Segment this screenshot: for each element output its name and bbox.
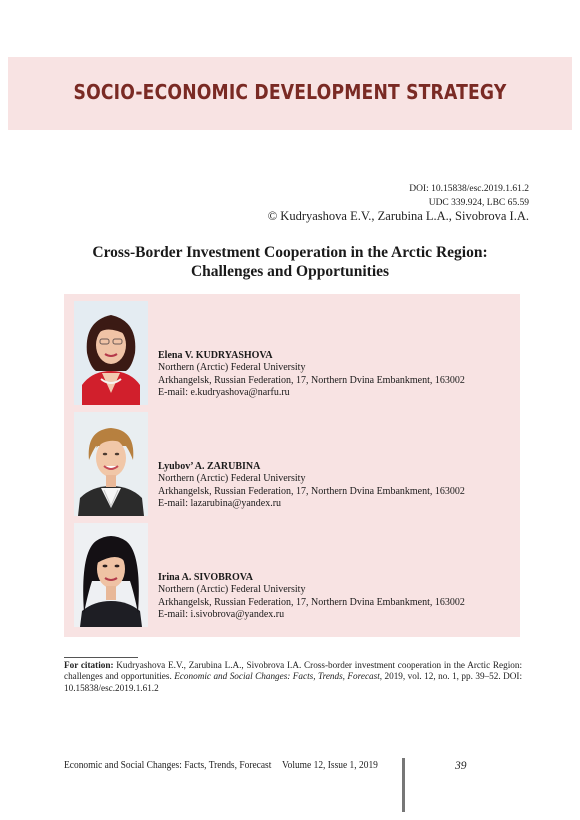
author-portrait-image <box>74 301 148 405</box>
author-email: E-mail: lazarubina@yandex.ru <box>158 498 282 510</box>
article-title-line-1: Cross-Border Investment Cooperation in the Arctic Region: <box>92 244 488 261</box>
author-address: Arkhangelsk, Russian Federation, 17, Northern Dvina Embankment, 163002 <box>158 374 465 386</box>
author-email: E-mail: i.sivobrova@yandex.ru <box>158 609 285 621</box>
author-name: Elena V. KUDRYASHOVA <box>158 350 273 361</box>
citation-footnote <box>64 660 522 694</box>
footer-divider-bar <box>402 758 405 812</box>
author-address: Arkhangelsk, Russian Federation, 17, Northern Dvina Embankment, 163002 <box>158 485 465 497</box>
author-portrait-image <box>74 412 148 516</box>
author-name: Irina A. SIVOBROVA <box>158 572 253 583</box>
author-card <box>74 412 514 516</box>
citation-details: , 2019, vol. 12, no. 1, pp. 39–52. DOI: 10.15838/esc.2019.1.61.2 <box>64 671 522 693</box>
author-portrait-image <box>74 523 148 627</box>
author-info <box>158 350 465 400</box>
section-banner <box>8 57 572 130</box>
copyright: © Kudryashova E.V., Zarubina L.A., Sivobrova I.A. <box>267 209 529 223</box>
author-affiliation: Northern (Arctic) Federal University <box>158 473 306 485</box>
author-card <box>74 301 514 405</box>
doi: DOI: 10.15838/esc.2019.1.61.2 <box>409 184 529 194</box>
citation-text: Kudryashova E.V., Zarubina L.A., Sivobrova I.A. Cross-border investment cooperation in the Arctic Region: challenges and opportunities. <box>64 660 523 682</box>
author-photo <box>74 523 148 627</box>
article-title <box>40 243 540 281</box>
author-address: Arkhangelsk, Russian Federation, 17, Northern Dvina Embankment, 163002 <box>158 596 465 608</box>
footnote-divider <box>64 657 138 658</box>
author-info <box>158 461 465 511</box>
footer-journal-name: Economic and Social Changes: Facts, Trends, Forecast <box>64 760 272 771</box>
author-affiliation: Northern (Arctic) Federal University <box>158 584 306 596</box>
citation-journal: Economic and Social Changes: Facts, Trends, Forecast <box>174 671 380 682</box>
article-title-line-2: Challenges and Opportunities <box>190 263 390 280</box>
section-title: SOCIO-ECONOMIC DEVELOPMENT STRATEGY <box>73 80 507 104</box>
author-affiliation: Northern (Arctic) Federal University <box>158 362 306 374</box>
author-photo <box>74 412 148 516</box>
author-name: Lyubov’ A. ZARUBINA <box>158 461 261 472</box>
author-info <box>158 572 465 622</box>
author-photo <box>74 301 148 405</box>
author-email: E-mail: e.kudryashova@narfu.ru <box>158 387 290 399</box>
udc-code: UDC 339.924, LBC 65.59 <box>428 198 529 208</box>
citation-label: For citation: <box>64 660 114 670</box>
page-number: 39 <box>455 760 467 772</box>
author-card <box>74 523 514 627</box>
footer-volume: Volume 12, Issue 1, 2019 <box>282 760 378 771</box>
